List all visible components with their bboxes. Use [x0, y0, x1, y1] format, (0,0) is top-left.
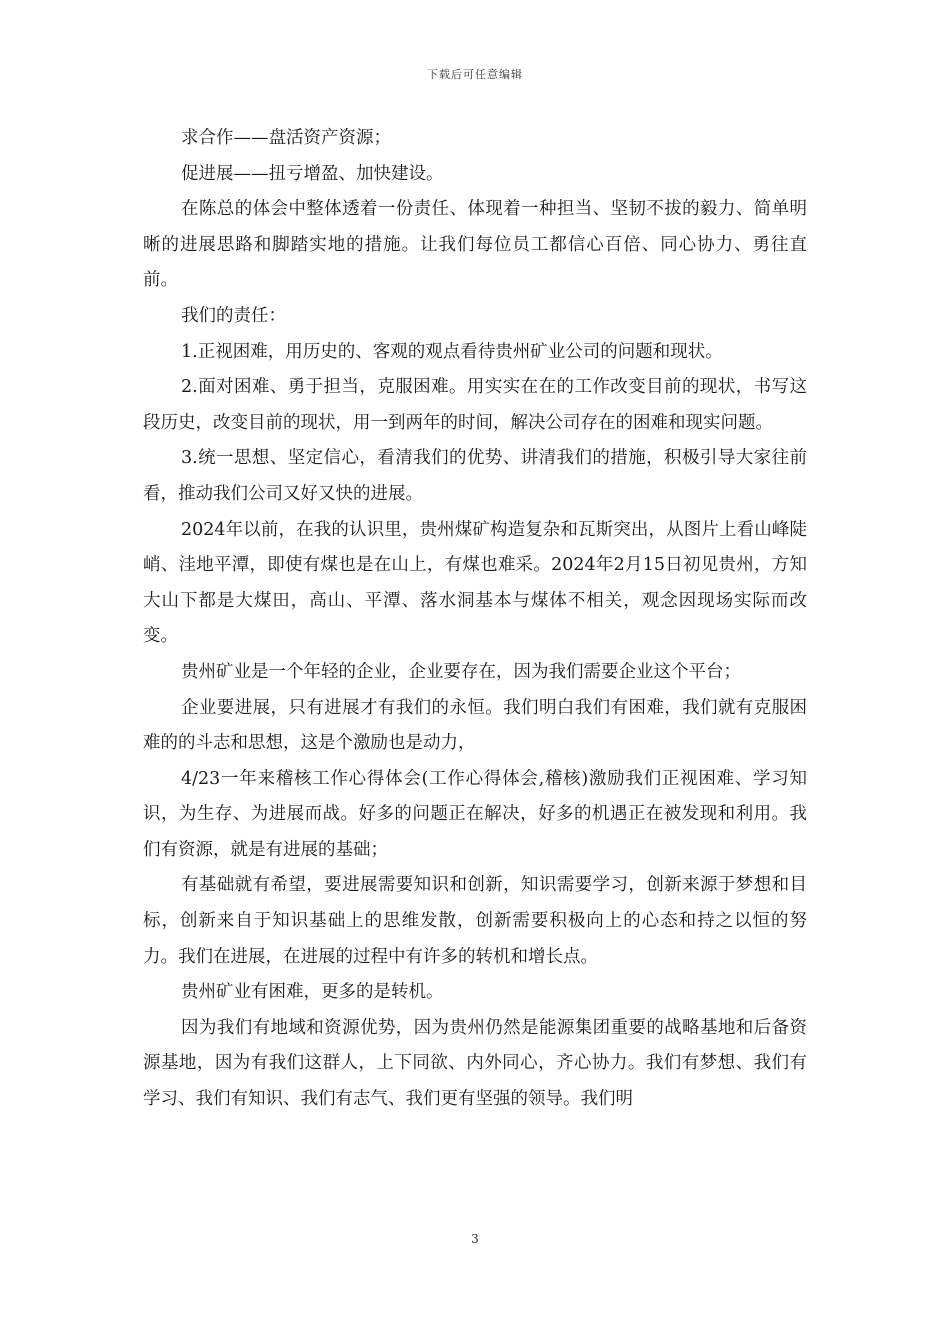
paragraph: 2.面对困难、勇于担当，克服困难。用实实在在的工作改变目前的现状，书写这段历史，改变目前的现状，用一到两年的时间，解决公司存在的困难和现实问题。: [143, 377, 807, 433]
paragraph: 我们的责任：: [181, 305, 286, 326]
paragraph: 求合作——盘活资产资源；: [181, 128, 391, 148]
document-body: [143, 121, 807, 1118]
paragraph: 企业要进展，只有进展才有我们的永恒。我们明白我们有困难，我们就有克服困难的的斗志和思想，这是个激励也是动力，: [143, 697, 807, 754]
paragraph: 3.统一思想、坚定信心，看清我们的优势、讲清我们的措施，积极引导大家往前看，推动我们公司又好又快的进展。: [143, 448, 807, 504]
paragraph: 因为我们有地域和资源优势，因为贵州仍然是能源集团重要的战略基地和后备资源基地，因为有我们这群人，上下同欲、内外同心，齐心协力。我们有梦想、我们有学习、我们有知识、我们有志气、我们更有坚强的领导。我们明: [143, 1017, 807, 1110]
paragraph: 1.正视困难，用历史的、客观的观点看待贵州矿业公司的问题和现状。: [181, 341, 723, 362]
paragraph: 4/23一年来稽核工作心得体会(工作心得体会,稽核)激励我们正视困难、学习知识，为生存、为进展而战。好多的问题正在解决，好多的机遇正在被发现和利用。我们有资源，就是有进展的基础；: [143, 768, 807, 860]
paragraph: 贵州矿业是一个年轻的企业，企业要存在，因为我们需要企业这个平台；: [181, 661, 741, 682]
paragraph: 贵州矿业有困难，更多的是转机。: [181, 982, 444, 1003]
page-header-note: 下载后可任意编辑: [427, 68, 523, 81]
page-number: 3: [471, 1232, 479, 1246]
paragraph: 在陈总的体会中整体透着一份责任、体现着一种担当、坚韧不拔的毅力、简单明晰的进展思路和脚踏实地的措施。让我们每位员工都信心百倍、同心协力、勇往直前。: [143, 199, 807, 291]
paragraph: 2024年以前，在我的认识里，贵州煤矿构造复杂和瓦斯突出，从图片上看山峰陡峭、洼地平潭，即使有煤也是在山上，有煤也难采。2024年2月15日初见贵州，方知大山下都是大煤田，高山、平潭、落水洞基本与煤体不相关，观念因现场实际而改变。: [143, 519, 807, 647]
paragraph: 促进展——扭亏增盈、加快建设。: [181, 163, 444, 184]
paragraph: 有基础就有希望，要进展需要知识和创新，知识需要学习，创新来源于梦想和目标，创新来自于知识基础上的思维发散，创新需要积极向上的心态和持之以恒的努力。我们在进展，在进展的过程中有许多的转机和增长点。: [143, 875, 807, 967]
